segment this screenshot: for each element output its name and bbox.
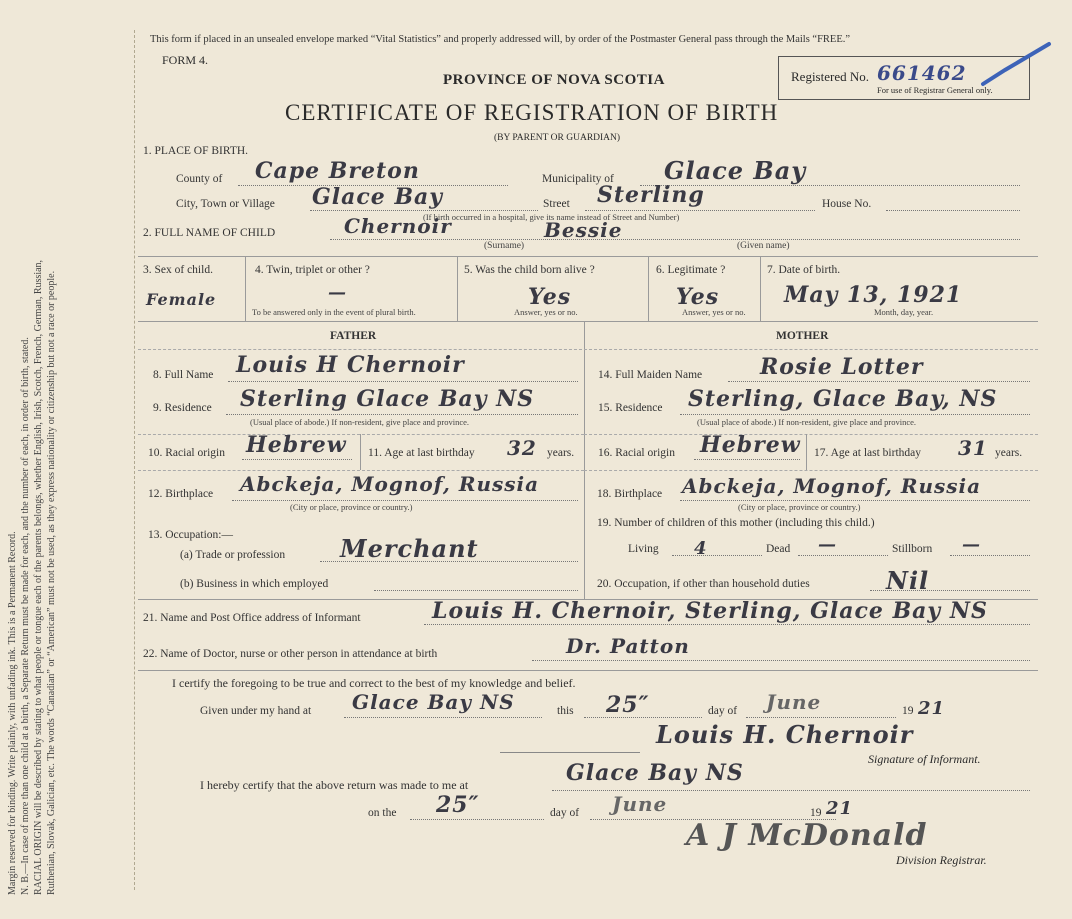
- house-label: House No.: [822, 198, 872, 210]
- given-day: 25″: [606, 692, 650, 718]
- father-name: Louis H Chernoir: [236, 352, 465, 378]
- mother-race: Hebrew: [700, 432, 801, 458]
- alive-label: 5. Was the child born alive ?: [464, 264, 595, 276]
- father-residence: Sterling Glace Bay NS: [240, 386, 535, 412]
- dead-value: —: [818, 534, 837, 555]
- given-name-caption: (Given name): [737, 241, 790, 251]
- stillborn-value: —: [962, 534, 981, 555]
- stillborn-label: Stillborn: [892, 543, 933, 555]
- margin-line-1: Margin reserved for binding. Write plainly, with unfading ink. This is a Permanent Record.: [7, 531, 18, 895]
- mother-children-label: 19. Number of children of this mother (including this child.): [597, 517, 875, 529]
- father-trade-label: (a) Trade or profession: [180, 549, 286, 561]
- binding-margin-line: [134, 30, 135, 890]
- municipality-value: Glace Bay: [664, 156, 807, 185]
- mother-years: years.: [995, 447, 1023, 459]
- father-business-label: (b) Business in which employed: [180, 578, 329, 590]
- margin-line-4: Ruthenian, Slovak, Galician, etc. The words “Canadian” or “American” must not be used, as they express nationality or citizenship but not a race or people.: [46, 270, 57, 895]
- registrar-on-label: on the: [368, 807, 397, 819]
- margin-line-3: RACIAL ORIGIN will be described by stating to what people or tongue each of the parents belongs, whether English, Irish, Scotch, French, German, Russian,: [33, 259, 44, 895]
- dob-note: Month, day, year.: [874, 307, 934, 317]
- informant-signature-caption: Signature of Informant.: [868, 752, 981, 766]
- certify-statement: I certify the foregoing to be true and correct to the best of my knowledge and belief.: [172, 676, 576, 690]
- legitimate-value: Yes: [676, 284, 720, 310]
- mother-heading: MOTHER: [776, 330, 829, 342]
- surname-caption: (Surname): [484, 241, 525, 251]
- registrar-day-of-label: day of: [550, 807, 580, 819]
- mother-residence: Sterling, Glace Bay, NS: [688, 386, 998, 412]
- mother-race-label: 16. Racial origin: [598, 447, 675, 459]
- registrar-place: Glace Bay NS: [566, 760, 744, 786]
- street-value: Sterling: [597, 182, 705, 208]
- registrar-use-note: For use of Registrar General only.: [877, 85, 993, 95]
- section-place-of-birth: 1. PLACE OF BIRTH.: [143, 145, 249, 157]
- sex-value: Female: [146, 290, 217, 309]
- county-label: County of: [176, 173, 223, 185]
- form-number: FORM 4.: [162, 53, 209, 67]
- sex-label: 3. Sex of child.: [143, 264, 213, 276]
- twin-label: 4. Twin, triplet or other ?: [255, 264, 370, 276]
- registered-number: 661462: [877, 61, 967, 85]
- blue-check-mark: [975, 40, 1055, 90]
- county-value: Cape Breton: [255, 158, 420, 184]
- street-label: Street: [543, 198, 570, 210]
- city-label: City, Town or Village: [176, 198, 275, 210]
- father-birthplace-note: (City or place, province or country.): [290, 502, 413, 512]
- registrar-month: June: [612, 792, 668, 816]
- twin-note: To be answered only in the event of plural birth.: [252, 307, 416, 317]
- father-heading: FATHER: [330, 330, 377, 342]
- child-surname: Chernoir: [344, 214, 452, 238]
- registrar-statement: I hereby certify that the above return was made to me at: [200, 778, 469, 792]
- mother-age: 31: [958, 436, 988, 460]
- dob-value: May 13, 1921: [784, 282, 963, 308]
- father-birthplace: Abckeja, Mognof, Russia: [240, 472, 540, 496]
- registrar-year-prefix: 19: [810, 807, 822, 819]
- postal-note: This form if placed in an unsealed envelope marked “Vital Statistics” and properly addressed will, by order of the Postmaster General pass through the Mails “FREE.”: [150, 34, 851, 45]
- mother-birthplace: Abckeja, Mognof, Russia: [682, 474, 982, 498]
- given-under-label: Given under my hand at: [200, 705, 312, 717]
- father-age-label: 11. Age at last birthday: [368, 447, 475, 459]
- subtitle: (BY PARENT OR GUARDIAN): [494, 133, 621, 143]
- given-year-prefix: 19: [902, 705, 914, 717]
- mother-birthplace-note: (City or place, province or country.): [738, 502, 861, 512]
- dead-label: Dead: [766, 543, 791, 555]
- mother-birthplace-label: 18. Birthplace: [597, 488, 663, 500]
- child-given-name: Bessie: [544, 218, 623, 242]
- father-race: Hebrew: [246, 432, 347, 458]
- doctor-label: 22. Name of Doctor, nurse or other person in attendance at birth: [143, 648, 438, 660]
- this-label: this: [557, 705, 574, 717]
- margin-instructions: [6, 0, 136, 895]
- city-value: Glace Bay: [312, 184, 444, 210]
- father-years: years.: [547, 447, 575, 459]
- margin-line-2: N. B.—In case of more than one child at a birth, a Separate Return must be made for each, and the number of each, in order of birth, stated.: [20, 337, 31, 895]
- mother-maiden-name: Rosie Lotter: [760, 354, 924, 380]
- informant-label: 21. Name and Post Office address of Informant: [143, 612, 361, 624]
- alive-value: Yes: [528, 284, 572, 310]
- mother-residence-note: (Usual place of abode.) If non-resident, give place and province.: [697, 417, 917, 427]
- father-race-label: 10. Racial origin: [148, 447, 225, 459]
- doctor-value: Dr. Patton: [566, 634, 690, 658]
- given-month: June: [766, 690, 822, 714]
- legitimate-label: 6. Legitimate ?: [656, 264, 726, 276]
- mother-age-label: 17. Age at last birthday: [814, 447, 921, 459]
- alive-note: Answer, yes or no.: [514, 307, 578, 317]
- given-year-suffix: 21: [918, 698, 946, 719]
- hospital-note: (If birth occurred in a hospital, give its name instead of Street and Number): [423, 212, 680, 222]
- living-value: 4: [694, 538, 708, 559]
- given-place: Glace Bay NS: [352, 690, 515, 714]
- mother-occupation: Nil: [886, 566, 930, 595]
- dob-label: 7. Date of birth.: [767, 264, 841, 276]
- father-occupation-label: 13. Occupation:—: [148, 529, 233, 541]
- registrar-signature-caption: Division Registrar.: [896, 853, 987, 867]
- registrar-signature: A J McDonald: [686, 818, 928, 853]
- mother-residence-label: 15. Residence: [598, 402, 663, 414]
- child-name-label: 2. FULL NAME OF CHILD: [143, 227, 276, 239]
- registered-label: Registered No.: [791, 69, 869, 84]
- twin-value: —: [328, 282, 347, 303]
- living-label: Living: [628, 543, 659, 555]
- father-trade: Merchant: [340, 534, 479, 563]
- legitimate-note: Answer, yes or no.: [682, 307, 746, 317]
- father-residence-note: (Usual place of abode.) If non-resident, give place and province.: [250, 417, 470, 427]
- registrar-year-suffix: 21: [826, 798, 854, 819]
- mother-name-label: 14. Full Maiden Name: [598, 369, 703, 381]
- province-heading: PROVINCE OF NOVA SCOTIA: [443, 72, 665, 88]
- father-name-label: 8. Full Name: [153, 369, 214, 381]
- registrar-day: 25″: [436, 792, 480, 818]
- given-day-of-label: day of: [708, 705, 738, 717]
- informant-signature: Louis H. Chernoir: [656, 720, 914, 749]
- father-birthplace-label: 12. Birthplace: [148, 488, 214, 500]
- informant-value: Louis H. Chernoir, Sterling, Glace Bay NS: [432, 598, 988, 624]
- page-title: CERTIFICATE OF REGISTRATION OF BIRTH: [285, 100, 779, 125]
- municipality-label: Municipality of: [542, 173, 614, 185]
- father-residence-label: 9. Residence: [153, 402, 212, 414]
- mother-occupation-label: 20. Occupation, if other than household duties: [597, 578, 810, 590]
- father-age: 32: [507, 436, 537, 460]
